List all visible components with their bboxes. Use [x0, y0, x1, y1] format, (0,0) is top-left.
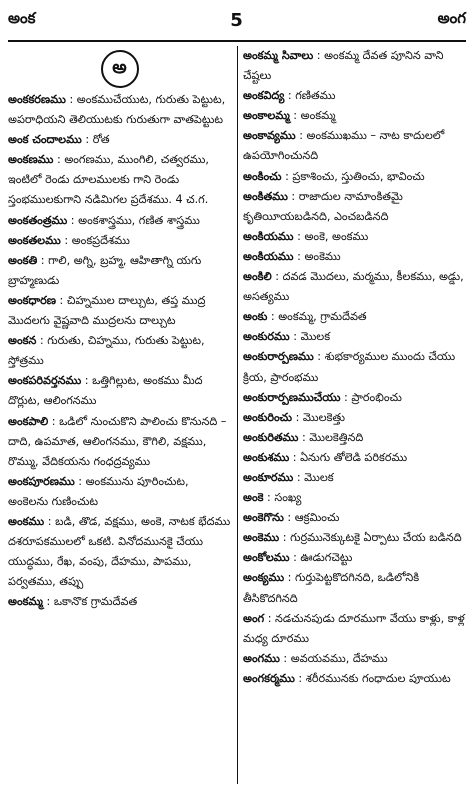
entry-headword: అంకోలము — [243, 551, 290, 565]
entry-definition: ఏనుగు తోలెడి పరికరము — [300, 450, 408, 464]
entry-separator: : — [284, 89, 296, 103]
entry-definition: రోత — [92, 133, 110, 147]
dictionary-entry — [8, 412, 231, 472]
entry-headword: అంక్యము — [243, 571, 285, 585]
entry-definition: మొలకెత్తు — [302, 410, 345, 424]
entry-definition: ప్రకాశించు, స్తుతించు, భావించు — [292, 169, 425, 183]
entry-definition: గుర్తుపెట్టకొదగినది, ఒడిలోనికి తీసికొదగినది — [243, 571, 420, 605]
entry-headword: అంకమ్మ సివాలు — [243, 49, 314, 62]
right-column — [237, 46, 466, 784]
entry-separator: : — [263, 491, 275, 505]
entry-headword: అంకతి — [8, 253, 38, 267]
entry-definition: ఆక్రమించు — [294, 511, 340, 525]
entry-definition: మొలక — [300, 330, 331, 344]
entry-definition: మొలకెత్తినది — [309, 430, 364, 444]
dictionary-entry — [8, 211, 231, 231]
entry-headword: అంకిలి — [243, 270, 272, 284]
entry-definition: అంకెము — [304, 249, 341, 263]
entry-separator: : — [289, 551, 301, 565]
entry-separator: : — [279, 651, 291, 665]
entry-definition: అంకప్రదేశము — [71, 233, 130, 247]
entry-definition: ఒడిలో నుంచుకొని పాలించు కొనునది – దాది, ఉపమాత, ఆలింగనము, కౌగిలి, వక్షము, రొమ్ము, వేదికయను గంధద్రవ్యము — [8, 414, 227, 468]
entry-definition: అంకమ్మ — [300, 109, 336, 123]
dictionary-entry — [243, 187, 466, 227]
entry-definition: గురుతు, చిహ్నము, గురుతు పెట్టుట, స్తోత్రము — [8, 334, 205, 368]
entry-definition: చిహ్నముల దాల్చుట, తప్త ముద్ర మొదలగు వైష్ణవాది ముద్రలను దాల్చుట — [8, 293, 206, 328]
entry-headword: అంకురార్పణము — [243, 350, 314, 364]
entry-headword: అంకెము — [243, 531, 280, 545]
entry-headword: అంగకర్మము — [243, 671, 295, 685]
entry-headword: అంకకరణము — [8, 93, 66, 106]
entry-separator: : — [283, 511, 295, 525]
entry-headword: అంకియము — [243, 229, 294, 243]
entry-headword: అంకూరము — [243, 470, 294, 484]
entry-separator: : — [340, 390, 352, 404]
entry-headword: అంకె — [243, 491, 264, 505]
dictionary-entry — [243, 327, 466, 347]
column-divider — [237, 46, 238, 784]
dictionary-entry — [243, 388, 466, 408]
dictionary-entry — [243, 649, 466, 669]
entry-definition: శుభకార్యముల ముందు చేయు క్రియ, ప్రారంభము — [243, 350, 456, 384]
entry-separator: : — [53, 153, 65, 167]
entry-definition: సంఖ్య — [274, 491, 302, 505]
entry-definition: గణితము — [295, 89, 336, 103]
entry-definition: అంకమును పూరించుట, అంకెలను గుణించుట — [8, 474, 189, 508]
entry-definition: అంగణము, ముంగిలి, చత్వరము, ఇంటిలో రెండు దూలములకు గాని రెండు స్తంభములకుగాని నడిమిగల ప్రదేశము. 4 చ.గ. — [8, 153, 209, 207]
entry-definition: మొలక — [304, 470, 334, 484]
entry-definition: ఊడుగచెట్టు — [300, 551, 353, 565]
entry-headword: అంకపరివర్తనము — [8, 374, 82, 388]
entry-definition: దవడ మొదలు, మర్మము, కీలకము, అడ్డు, అసత్యము — [243, 270, 464, 304]
section-letter: అ — [101, 50, 139, 88]
entry-separator: : — [37, 253, 49, 267]
entry-definition: అంకశాస్త్రము, గణిత శాస్త్రము — [78, 213, 200, 227]
entry-headword: అంకమ్మ — [8, 595, 43, 609]
dictionary-entry — [8, 251, 231, 291]
entry-separator: : — [281, 169, 293, 183]
entry-separator: : — [289, 109, 301, 123]
entry-separator: : — [36, 334, 48, 348]
entry-separator: : — [279, 531, 291, 545]
entry-definition: అంకముచేయుట, గురుతు పెట్టుట, అపరాధియని తెలియుటకు గురుతుగా వాతపెట్టుట — [8, 93, 226, 127]
entry-definition: బడి, తొడ, వక్షము, అంకె, నాటక భేదము దశరూపకములలో ఒకటి. వినోదమునకై చేయు యుద్ధము, రేఖ, వంపు, దేహము, పాపము, పర్వతము, తప్పు — [8, 514, 231, 589]
entry-separator: : — [271, 270, 283, 284]
dictionary-entry — [243, 468, 466, 488]
dictionary-entry — [243, 267, 466, 307]
entry-headword: అంకురార్పణముచేయు — [243, 390, 341, 404]
dictionary-entry — [243, 448, 466, 468]
entry-definition: అవయవము, దేహము — [290, 651, 388, 665]
entry-definition: ఒత్తిగిల్లుట, అంకము మీద దొర్లుట, ఆలింగనము — [8, 374, 203, 408]
entry-separator: : — [284, 571, 295, 585]
entry-headword: అంకించు — [243, 169, 282, 183]
dictionary-entry — [243, 488, 466, 508]
dictionary-entry — [243, 669, 466, 689]
entry-headword: అంక చందాలము — [8, 133, 82, 147]
entry-separator: : — [55, 293, 67, 307]
entry-separator: : — [289, 330, 301, 344]
entry-headword: అంగ — [243, 611, 265, 625]
page-number: 5 — [230, 9, 243, 31]
entry-separator: : — [44, 514, 56, 528]
entry-separator: : — [264, 611, 276, 625]
dictionary-entry — [243, 347, 466, 387]
two-column-body — [8, 46, 466, 784]
entry-headword: అంకపాలి — [8, 414, 49, 428]
entry-headword: అంకము — [8, 514, 45, 528]
entry-headword: అంకురించు — [243, 410, 293, 424]
entry-separator: : — [295, 129, 307, 143]
entry-headword: అంకపూరణము — [8, 474, 75, 488]
dictionary-entry — [243, 508, 466, 528]
entry-definition: అంకముఖము – నాట కాదులలో ఉపయోగించునది — [243, 129, 445, 163]
entry-headword: అంకధారణ — [8, 293, 56, 307]
dictionary-entry — [243, 307, 466, 327]
entry-headword: అంకణము — [8, 153, 54, 167]
entry-separator: : — [313, 350, 325, 364]
entry-definition: అంకమ్మ, గ్రామదేవత — [278, 310, 367, 324]
entry-headword: అంకన — [8, 334, 37, 348]
entry-headword: అంకెగొను — [243, 511, 284, 525]
entry-separator: : — [42, 595, 54, 609]
entry-separator: : — [292, 410, 303, 424]
entry-headword: అంకియము — [243, 249, 294, 263]
entry-definition: గాలి, అగ్ని, బ్రహ్మ, ఆహితాగ్ని యగు బ్రాహ్మణుడు — [8, 253, 202, 287]
entry-definition: శరీరమునకు గంధాదుల పూయుట — [305, 671, 451, 685]
entry-separator: : — [289, 450, 301, 464]
entry-separator: : — [293, 229, 305, 243]
dictionary-entry — [243, 528, 466, 548]
entry-separator: : — [298, 430, 310, 444]
entry-definition: నడచునపుడు దూరముగా వేయు కాళ్లు, కాళ్ల మధ్య దూరము — [243, 611, 465, 645]
dictionary-entry — [243, 428, 466, 448]
dictionary-entry — [243, 126, 466, 166]
entry-separator: : — [287, 189, 299, 203]
entry-headword: అంకుశము — [243, 450, 290, 464]
entry-separator: : — [293, 249, 305, 263]
entry-headword: అంకురితము — [243, 430, 299, 444]
entry-headword: అంకవిద్య — [243, 89, 285, 103]
dictionary-entry — [8, 331, 231, 371]
dictionary-entry — [243, 548, 466, 568]
entry-headword: అంకతలము — [8, 233, 61, 247]
entry-definition: ఒకానొక గ్రామదేవత — [53, 595, 138, 609]
entry-headword: అంకితము — [243, 189, 288, 203]
entry-definition: రాజాదుల నామాంకితమై కృతియీయబడినది, ఎంచబడినది — [243, 189, 403, 223]
header-left-guide-word: అంక — [8, 9, 36, 27]
dictionary-entry — [243, 247, 466, 267]
entry-separator: : — [313, 49, 325, 62]
entry-definition: అంకె, అంకము — [304, 229, 369, 243]
dictionary-entry — [243, 408, 466, 428]
dictionary-entry — [8, 291, 231, 331]
entry-separator: : — [48, 414, 60, 428]
entry-headword: అంకురము — [243, 330, 290, 344]
header-right-guide-word: అంగ — [437, 9, 466, 27]
page-header — [8, 0, 466, 40]
entry-definition: గుర్రమునెక్కుటకై ఏర్పాటు చేయ బడినది — [290, 531, 462, 545]
entry-separator: : — [267, 310, 279, 324]
dictionary-entry — [8, 150, 231, 210]
dictionary-entry — [8, 371, 231, 411]
entry-separator: : — [81, 133, 93, 147]
dictionary-entry — [243, 86, 466, 106]
dictionary-entry — [8, 512, 231, 592]
dictionary-entry — [8, 472, 231, 512]
dictionary-entry — [243, 227, 466, 247]
entry-separator: : — [293, 470, 305, 484]
entry-separator: : — [81, 374, 93, 388]
dictionary-entry — [8, 90, 231, 130]
entry-separator: : — [67, 213, 79, 227]
dictionary-entry — [243, 106, 466, 126]
entry-headword: అంగము — [243, 651, 280, 665]
entry-separator: : — [65, 93, 77, 106]
dictionary-entry — [243, 609, 466, 649]
entry-separator: : — [60, 233, 72, 247]
entry-headword: అంకాలమ్మ — [243, 109, 290, 123]
dictionary-entry — [8, 130, 231, 150]
entry-headword: అంకావ్యము — [243, 129, 296, 143]
left-column — [8, 46, 237, 784]
section-letter-box — [8, 50, 231, 88]
entry-headword: అంకతంత్రము — [8, 213, 68, 227]
dictionary-entry — [243, 568, 466, 608]
entry-definition: అంకమ్మ దేవత పూనిన వాని చేష్టలు — [243, 49, 444, 83]
dictionary-entry — [243, 167, 466, 187]
dictionary-entry — [243, 46, 466, 86]
entry-headword: అంకు — [243, 310, 268, 324]
entry-definition: ప్రారంభించు — [351, 390, 402, 404]
entry-separator: : — [294, 671, 306, 685]
header-rule — [8, 40, 466, 42]
dictionary-entry — [8, 231, 231, 251]
dictionary-entry — [8, 592, 231, 612]
entry-separator: : — [74, 474, 86, 488]
